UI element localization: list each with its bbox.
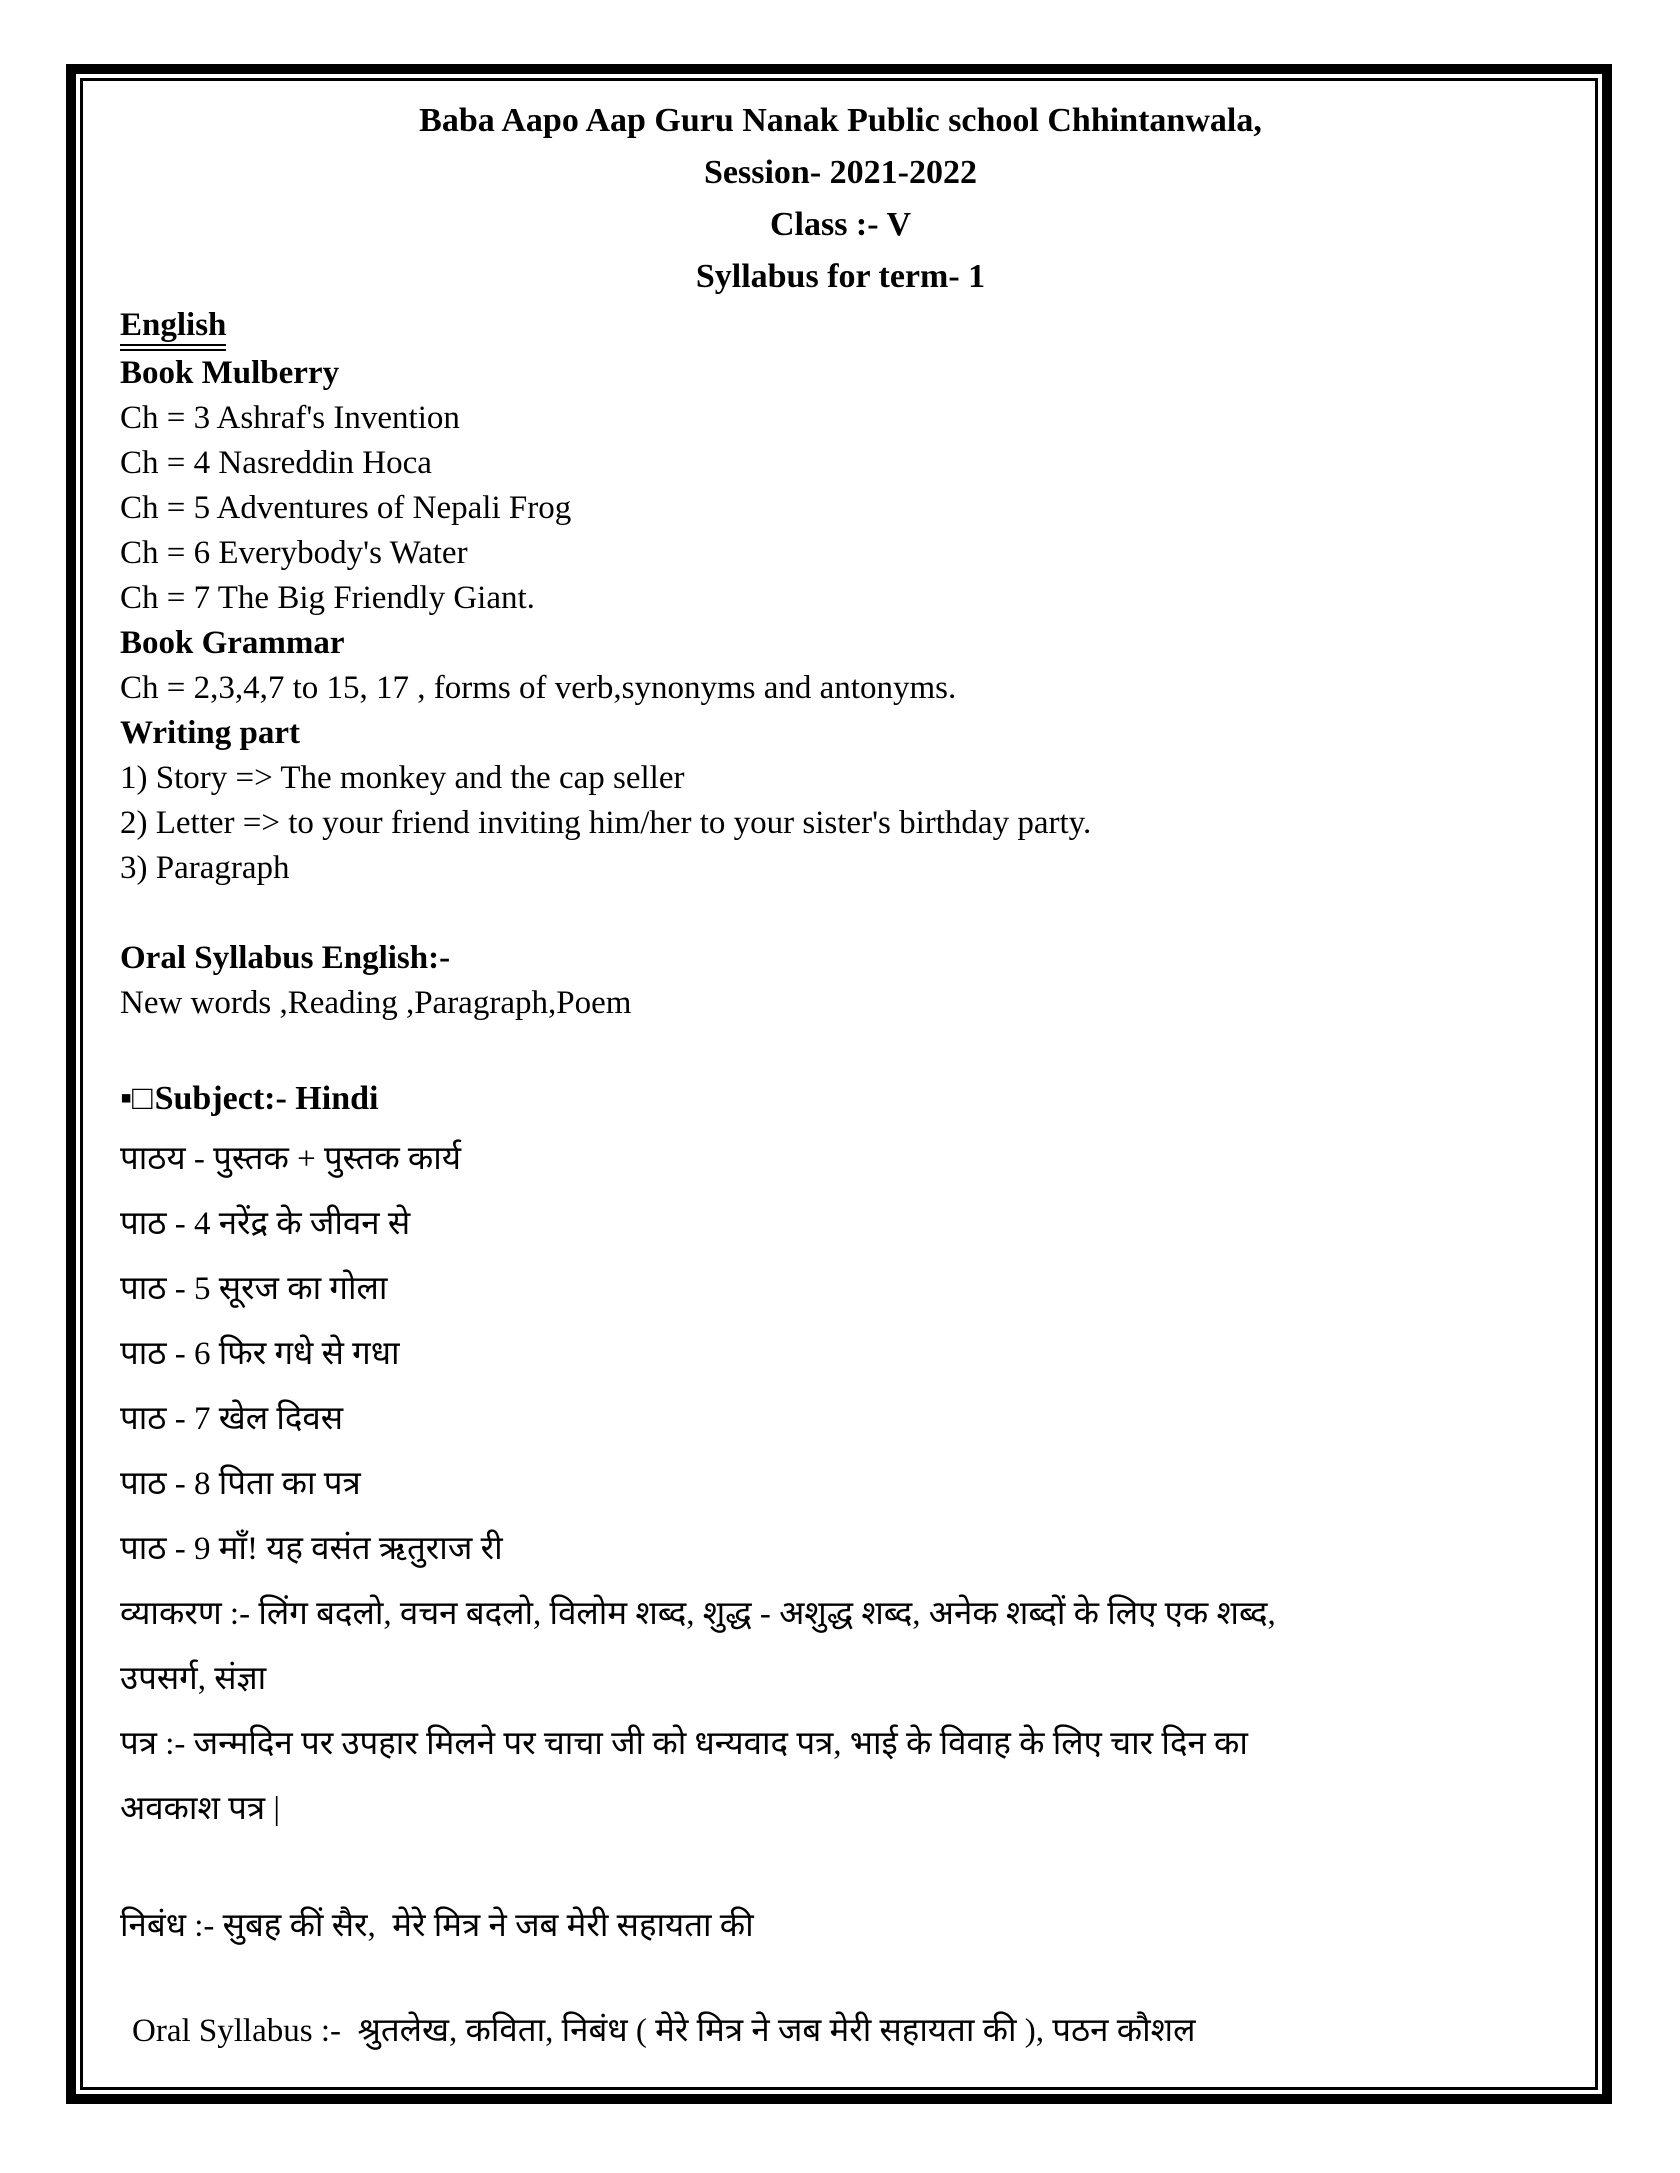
oral-syllabus-english-line: New words ,Reading ,Paragraph,Poem	[120, 985, 632, 1021]
hindi-line: पाठय - पुस्तक + पुस्तक कार्य	[120, 1141, 461, 1177]
document-content	[83, 81, 1595, 2064]
blank-line	[120, 1959, 1561, 1999]
hindi-line: पाठ - 8 पिता का पत्र	[120, 1466, 361, 1502]
hindi-grammar-line: उपसर्ग, संज्ञा	[120, 1661, 267, 1697]
document-page-border	[66, 64, 1612, 2104]
hindi-letter-line: अवकाश पत्र |	[120, 1791, 280, 1827]
class-line: Class :- V	[769, 206, 912, 243]
hindi-line: पाठ - 6 फिर गधे से गधा	[120, 1336, 400, 1372]
school-name: Baba Aapo Aap Guru Nanak Public school Chhintanwala,	[419, 102, 1262, 139]
book-mulberry-heading: Book Mulberry	[120, 355, 340, 391]
hindi-line: पाठ - 4 नरेंद्र के जीवन से	[120, 1206, 411, 1242]
term-line: Syllabus for term- 1	[695, 258, 986, 295]
hindi-line: पाठ - 5 सूरज का गोला	[120, 1271, 388, 1307]
english-heading-label: English	[120, 306, 226, 351]
chapter-line: Ch = 7 The Big Friendly Giant.	[120, 580, 535, 616]
writing-item-line: 1) Story => The monkey and the cap seller	[120, 760, 685, 796]
writing-item-line: 2) Letter => to your friend inviting him/her to your sister's birthday party.	[120, 805, 1092, 841]
oral-syllabus-hindi-line: Oral Syllabus :- श्रुतलेख, कविता, निबंध ( मेरे मित्र ने जब मेरी सहायता की ), पठन कौशल	[132, 2013, 1196, 2049]
subject-hindi-heading	[120, 1071, 1561, 1127]
subject-hindi-label: Subject:- Hindi	[154, 1080, 379, 1117]
writing-item-line: 3) Paragraph	[120, 850, 290, 886]
missing-glyph-icon: □	[132, 1080, 155, 1117]
writing-part-heading: Writing part	[120, 715, 300, 751]
grammar-chapters-line: Ch = 2,3,4,7 to 15, 17 , forms of verb,synonyms and antonyms.	[120, 670, 957, 706]
hindi-grammar-line: व्याकरण :- लिंग बदलो, वचन बदलो, विलोम शब्द, शुद्ध - अशुद्ध शब्द, अनेक शब्दों के लिए एक शब्द,	[120, 1596, 1276, 1632]
blank-line	[120, 1026, 1561, 1071]
document-page-inner-border	[80, 78, 1598, 2090]
blank-line	[120, 1842, 1561, 1894]
nibandh-line: निबंध :- सुबह कीं सैर, मेरे मित्र ने जब मेरी सहायता की	[120, 1908, 754, 1944]
session-line: Session- 2021-2022	[704, 154, 977, 191]
hindi-line: पाठ - 9 माँ! यह वसंत ऋतुराज री	[120, 1531, 503, 1567]
blank-line	[120, 891, 1561, 936]
chapter-line: Ch = 5 Adventures of Nepali Frog	[120, 490, 572, 526]
book-grammar-heading: Book Grammar	[120, 625, 345, 661]
chapter-line: Ch = 6 Everybody's Water	[120, 535, 468, 571]
hindi-line: पाठ - 7 खेल दिवस	[120, 1401, 344, 1437]
chapter-line: Ch = 4 Nasreddin Hoca	[120, 445, 432, 481]
square-bullet-icon: ▪	[120, 1080, 133, 1117]
hindi-letter-line: पत्र :- जन्मदिन पर उपहार मिलने पर चाचा जी को धन्यवाद पत्र, भाई के विवाह के लिए चार दिन का	[120, 1726, 1248, 1762]
chapter-line: Ch = 3 Ashraf's Invention	[120, 400, 460, 436]
english-heading	[120, 303, 1561, 351]
oral-syllabus-english-heading: Oral Syllabus English:-	[120, 940, 451, 976]
